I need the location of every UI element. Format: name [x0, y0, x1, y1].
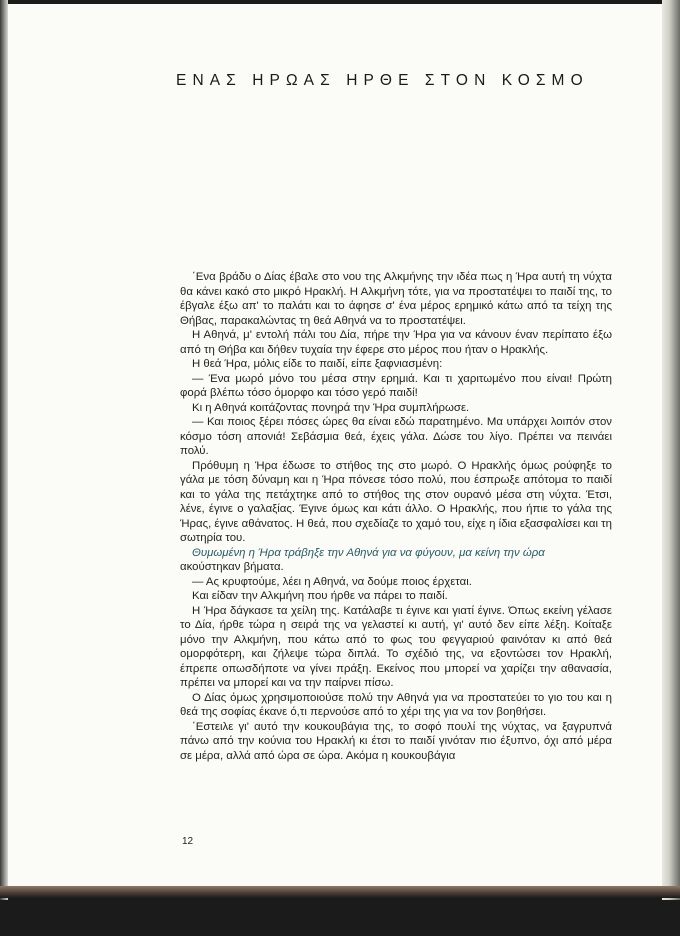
page-number: 12 [182, 836, 194, 847]
paragraph: ακούστηκαν βήματα. [180, 561, 284, 573]
dialogue-line: — Και ποιος ξέρει πόσες ώρες θα είναι εδώ παρατημένο. Μα υπάρχει λοιπόν στον κόσμο τόση απονιά! Σεβάσμια θεά, έχεις γάλα. Δώσε του λίγο. Πρέπει να πεινάει πολύ. [180, 416, 612, 457]
paragraph: Κι η Αθηνά κοιτάζοντας πονηρά την Ήρα συμπλήρωσε. [192, 401, 470, 414]
book-cover-bottom-edge [0, 886, 680, 898]
highlighted-line: Θυμωμένη η Ήρα τράβηξε την Αθηνά για να φύγουν, μα κείνη την ώρα [192, 546, 545, 559]
scan-left-edge [0, 0, 8, 900]
dialogue-line: — Ένα μωρό μόνο του μέσα στην ερημιά. Και τι χαριτωμένο που είναι! Πρώτη φορά βλέπω τόσο όμορφο και τόσο γερό παιδί! [180, 372, 612, 399]
paragraph: Πρόθυμη η Ήρα έδωσε το στήθος της στο μωρό. Ο Ηρακλής όμως ρούφηξε το γάλα με τόση δύναμη και η Ήρα πόνεσε τόσο πολύ, που έσπρωξε απότομα το παιδί και το γάλα της πετάχτηκε από το στήθος της στον ουρανό μέσα στη νύχτα. Έτσι, λένε, έγινε ο γαλαξίας. Έγινε όμως και κάτι άλλο. Ο Ηρακλής, που ήπιε το γάλα της Ήρας, έγινε αθάνατος. Η θεά, που σχεδίαζε το χαμό του, είχε η ίδια εξασφαλίσει και τη σωτηρία του. [180, 459, 612, 544]
paragraph: Η θεά Ήρα, μόλις είδε το παιδί, είπε ξαφνιασμένη: [192, 358, 443, 370]
dialogue-line: — Ας κρυφτούμε, λέει η Αθηνά, να δούμε ποιος έρχεται. [192, 575, 472, 588]
paragraph: Και είδαν την Αλκμήνη που ήρθε να πάρει το παιδί. [192, 590, 448, 602]
paragraph: Η Ήρα δάγκασε τα χείλη της. Κατάλαβε τι έγινε και γιατί έγινε. Όπως εκείνη γέλασε το Δία, ήρθε τώρα η σειρά της να γελαστεί κι αυτή, γι' αυτό δεν είπε λέξη. Κοίταξε μόνο την Αλκμήνη, που κάτω από το φως του φεγγαριού φαινόταν κι από θεά ομορφότερη, και ζήλεψε τώρα διπλά. Το σχέδιό της, να εξοντώσει τον Ηρακλή, έπρεπε οπωσδήποτε να γίνει πράξη. Εκείνος που μπορεί να χαρίζει την αθανασία, πρέπει να μπορεί και να την παίρνει πίσω. [180, 604, 612, 689]
paragraph: Η Αθηνά, μ' εντολή πάλι του Δία, πήρε την Ήρα για να κάνουν έναν περίπατο έξω από τη Θήβα και δήθεν τυχαία την έφερε στο μέρος που ήταν ο Ηρακλής. [180, 329, 612, 356]
chapter-title: ΕΝΑΣ ΗΡΩΑΣ ΗΡΘΕ ΣΤΟΝ ΚΟΣΜΟ [176, 72, 589, 89]
paragraph: Ο Δίας όμως χρησιμοποιούσε πολύ την Αθηνά για να προστατεύει το γιο του και η θεά της σοφίας έκανε ό,τι περνούσε από το χέρι της για να τον βοηθήσει. [180, 691, 612, 718]
paragraph: ΄Εστειλε γι' αυτό την κουκουβάγια της, το σοφό πουλί της νύχτας, να ξαγρυπνά πάνω από την κούνια του Ηρακλή κι έτσι το παιδί γινόταν πιο έξυπνο, όχι από μέρα σε μέρα, αλλά από ώρα σε ώρα. Ακόμα η κουκουβάγια [180, 720, 612, 762]
body-text [180, 270, 612, 763]
page-right-edge [662, 0, 680, 900]
paragraph: ΄Ενα βράδυ ο Δίας έβαλε στο νου της Αλκμήνης την ιδέα πως η Ήρα αυτή τη νύχτα θα κάνει κακό στο μικρό Ηρακλή. Η Αλκμήνη τότε, για να προστατέψει το παιδί της, το έβγαλε έξω απ' το παλάτι και το άφησε σ' ένα μέρος ερημικό κάτω από τα τείχη της Θήβας, παρακαλώντας τη θεά Αθηνά να το προστατέψει. [180, 271, 612, 327]
